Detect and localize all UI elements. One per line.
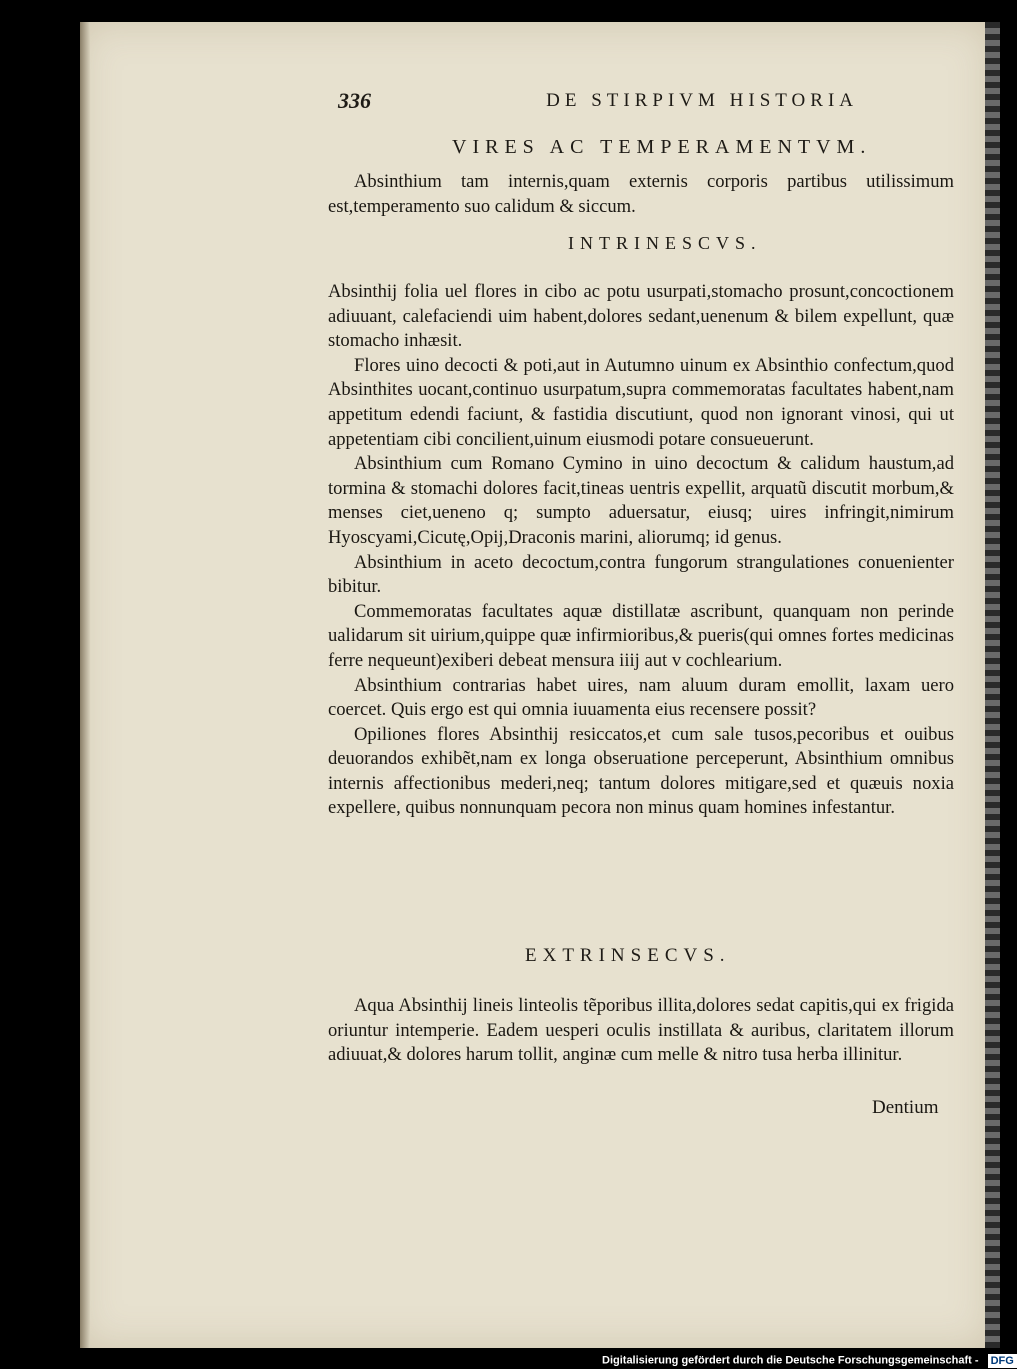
section-intrinsecus <box>328 280 954 821</box>
page-edge-strip <box>985 22 1000 1348</box>
paragraph: Absinthij folia uel flores in cibo ac potu usurpati,stomacho prosunt,concoctionem adiuuant, calefaciendi uim habent,dolores sedant,uenenum & bilem expellunt, quæ stomacho inhæsit. <box>328 281 954 352</box>
catchword: Dentium <box>872 1097 939 1118</box>
paragraph: Absinthium contrarias habet uires, nam aluum duram emollit, laxam uero coercet. Quis ergo est qui omnia iuuamenta eius recensere possit? <box>328 674 954 721</box>
paragraph: Flores uino decocti & poti,aut in Autumno uinum ex Absinthio confectum,quod Absinthites uocant,continuo usurpatum,supra commemoratas facultates habent,nam appetitum edendi faciunt, & fastidia discutiunt, quod non ignorant vinosi, qui ut appetentiam cibi concilient,uinum eiusmodi potare consueuerunt. <box>328 354 954 450</box>
section-extrinsecus <box>328 994 954 1068</box>
paragraph: Commemoratas facultates aquæ distillatæ ascribunt, quanquam non perinde ualidarum sit uirium,quippe quæ infirmioribus,& pueris(qui omnes fortes medicinas ferre nequeunt)exiberi debeat mensura iiij aut v cochlearium. <box>328 600 954 671</box>
paragraph: Opiliones flores Absinthij resiccatos,et cum sale tusos,pecoribus et ouibus deuorandos exhibẽt,nam ex longa obseruatione perceperunt, Absinthium omnibus internis affectionibus mederi,neq; tantum dolores mitigare,sed et quæuis noxia expellere, quibus nonnunquam pecora non minus quam homines infestantur. <box>328 723 954 819</box>
paragraph: Absinthium cum Romano Cymino in uino decoctum & calidum haustum,ad tormina & stomachi dolores facit,tineas uentris expellit, arquatũ discutit morbum,& menses ciet,ueneno q; sumpto aduersatur, eiusq; uires infringit,nimirum Hyoscyami,Cicutę,Opij,Draconis marini, aliorumq; id genus. <box>328 453 954 548</box>
paragraph: Absinthium in aceto decoctum,contra fungorum strangulationes conuenienter bibitur. <box>328 551 954 598</box>
dfg-logo-icon: DFG <box>988 1354 1017 1368</box>
footer-credit: Digitalisierung gefördert durch die Deutsche Forschungsgemeinschaft - <box>602 1354 979 1367</box>
running-head: DE STIRPIVM HISTORIA <box>546 90 858 111</box>
section-vires <box>328 170 954 219</box>
paragraph: Absinthium tam internis,quam externis corporis partibus utilissimum est,temperamento suo calidum & siccum. <box>328 171 954 217</box>
paragraph: Aqua Absinthij lineis linteolis tẽporibus illita,dolores sedat capitis,qui ex frigida oriuntur intemperie. Eadem uesperi oculis instillata & auribus, claritatem illorum adiuuat,& dolores harum tollit, anginæ cum melle & nitro tusa herba illinitur. <box>328 995 954 1066</box>
heading-vires: VIRES AC TEMPERAMENTVM. <box>452 136 872 158</box>
page-number: 336 <box>338 88 371 113</box>
heading-intrinsecus: INTRINESCVS. <box>568 233 762 253</box>
heading-extrinsecus: EXTRINSECVS. <box>525 945 731 966</box>
page-gutter <box>80 22 90 1348</box>
digitization-footer <box>602 1350 1014 1368</box>
page-header <box>338 88 858 118</box>
